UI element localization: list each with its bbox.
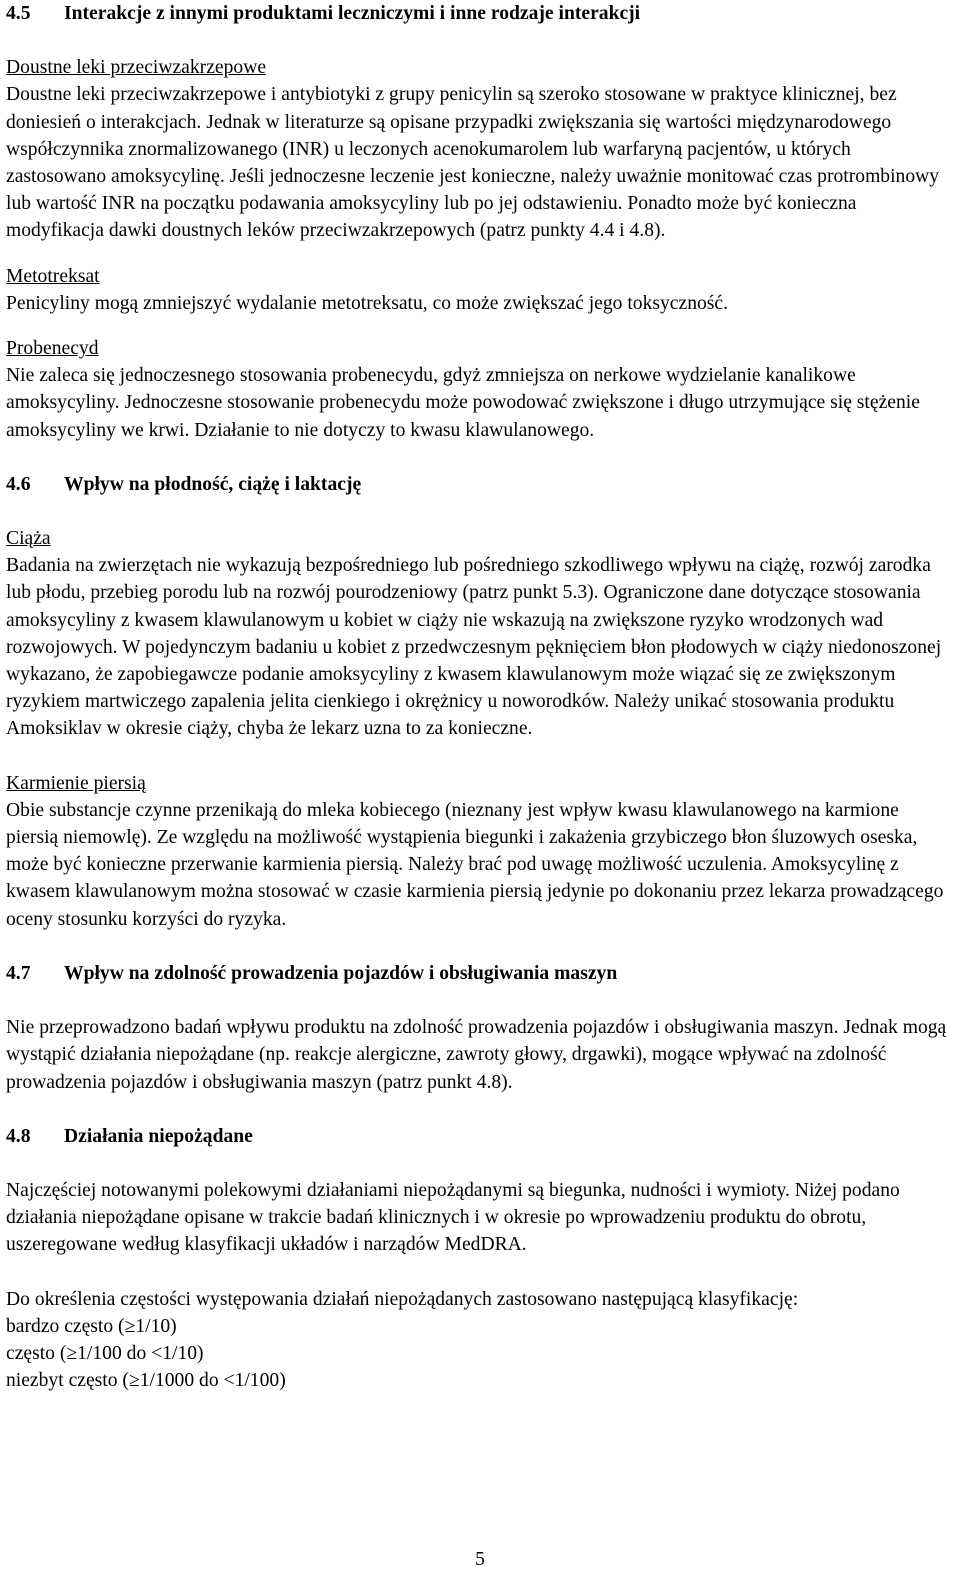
paragraph-probenecid: Nie zaleca się jednoczesnego stosowania probenecydu, gdyż zmniejsza on nerkowe wydzielanie kanalikowe amoksycyliny. Jednoczesne stosowanie probenecydu może powodować zwiększone i długo utrzymujące się stężenie amoksycyliny we krwi. Działanie to nie dotyczy to kwasu klawulanowego. (6, 365, 920, 441)
paragraph-driving: Nie przeprowadzono badań wpływu produktu na zdolność prowadzenia pojazdów i obsługiwania maszyn. Jednak mogą wystąpić działania niepożądane (np. reakcje alergiczne, zawroty głowy, drgawki), mogące wpływać na zdolność prowadzenia pojazdów i obsługiwania maszyn (patrz punkt 4.8). (6, 1017, 947, 1093)
subheading-probenecid: Probenecyd (6, 338, 99, 360)
subheading-anticoagulants: Doustne leki przeciwzakrzepowe (6, 57, 267, 79)
subheading-pregnancy: Ciąża (6, 528, 51, 550)
paragraph-adverse-effects: Najczęściej notowanymi polekowymi działaniami niepożądanymi są biegunka, nudności i wymioty. Niżej podano działania niepożądane opisane w trakcie badań klinicznych i w okresie po wprowadzeniu produktu do obrotu, uszeregowane według klasyfikacji układów i narządów MedDRA. (6, 1179, 900, 1256)
frequency-list (6, 1313, 951, 1395)
paragraph-pregnancy: Badania na zwierzętach nie wykazują bezpośredniego lub pośredniego szkodliwego wpływu na ciążę, rozwój zarodka lub płodu, przebieg porodu lub na rozwój pourodzeniowy (patrz punkt 5.3). Ograniczone dane dotyczące stosowania amoksycyliny z kwasem klawulanowym u kobiet w ciąży nie wskazują na zwiększone ryzyko wrodzonych wad rozwojowych. W pojedynczym badaniu u kobiet z przedwczesnym pęknięciem błon płodowych w ciąży niedonoszonej wykazano, że zapobiegawcze podanie amoksycyliny z kwasem klawulanowym może wiązać się ze zwiększonym ryzykiem martwiczego zapalenia jelita cienkiego i okrężnicy u noworodków. Należy unikać stosowania produktu Amoksiklav w okresie ciąży, chyba że lekarz uzna to za konieczne. (6, 555, 942, 740)
section-number: 4.7 (6, 962, 31, 984)
page-number: 5 (475, 1549, 485, 1570)
frequency-item-very-common: bardzo często (≥1/10) (6, 1315, 177, 1337)
section-heading-4-5 (6, 0, 951, 27)
section-heading-4-7 (6, 960, 951, 987)
section-number: 4.8 (6, 1125, 31, 1147)
subheading-breastfeeding: Karmienie piersią (6, 772, 146, 794)
section-number: 4.6 (6, 473, 31, 495)
section-title: Interakcje z innymi produktami leczniczymi i inne rodzaje interakcji (64, 3, 641, 24)
section-title: Wpływ na płodność, ciążę i laktację (64, 473, 362, 495)
section-heading-4-8 (6, 1123, 951, 1150)
paragraph-methotrexate: Penicyliny mogą zmniejszyć wydalanie metotreksatu, co może zwiększać jego toksyczność. (6, 292, 729, 314)
document-page (6, 0, 951, 1394)
paragraph-anticoagulants: Doustne leki przeciwzakrzepowe i antybiotyki z grupy penicylin są szeroko stosowane w praktyce klinicznej, bez doniesień o interakcjach. Jednak w literaturze są opisane przypadki zwiększania się wartości międzynarodowego współczynnika znormalizowanego (INR) u leczonych acenokumarolem lub warfaryną pacjentów, u których zastosowano amoksycylinę. Jeśli jednoczesne leczenie jest konieczne, należy uważnie monitować czas protrombinowy lub wartość INR na początku podawania amoksycyliny lub po jej odstawieniu. Ponadto może być konieczna modyfikacja dawki doustnych leków przeciwzakrzepowych (patrz punkty 4.4 i 4.8). (6, 84, 940, 242)
paragraph-breastfeeding: Obie substancje czynne przenikają do mleka kobiecego (nieznany jest wpływ kwasu klawulanowego na karmione piersią niemowlę). Ze względu na możliwość wystąpienia biegunki i zakażenia grzybiczego błon śluzowych oseska, może być konieczne przerwanie karmienia piersią. Należy brać pod uwagę możliwość uczulenia. Amoksycylinę z kwasem klawulanowym można stosować w czasie karmienia piersią jedynie po dokonaniu przez lekarza prowadzącego oceny stosunku korzyści do ryzyka. (6, 799, 944, 930)
section-title: Działania niepożądane (64, 1125, 253, 1147)
section-number: 4.5 (6, 3, 31, 24)
frequency-item-uncommon: niezbyt często (≥1/1000 do <1/100) (6, 1370, 286, 1392)
frequency-item-common: często (≥1/100 do <1/10) (6, 1342, 204, 1364)
subheading-methotrexate: Metotreksat (6, 265, 100, 287)
section-title: Wpływ na zdolność prowadzenia pojazdów i obsługiwania maszyn (64, 962, 618, 984)
paragraph-frequency-intro: Do określenia częstości występowania działań niepożądanych zastosowano następującą klasyfikację: (6, 1288, 799, 1310)
section-heading-4-6 (6, 471, 951, 498)
